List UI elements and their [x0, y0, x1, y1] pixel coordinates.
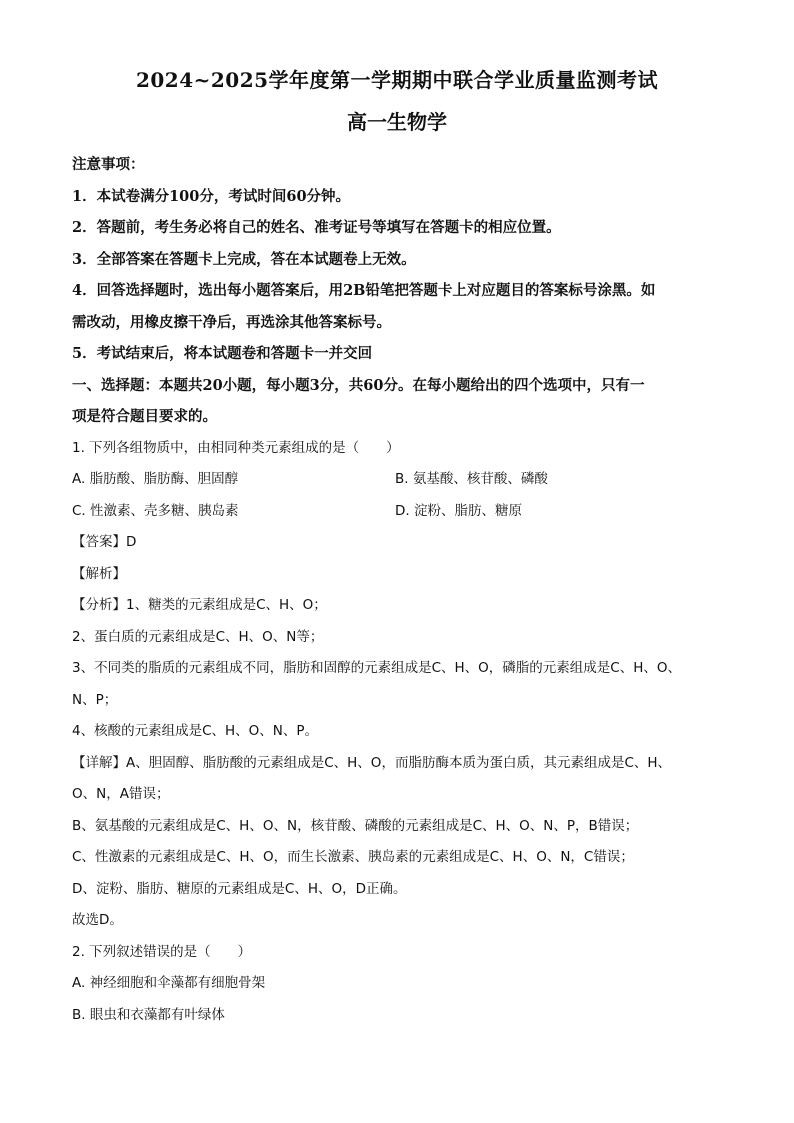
- question-1-options-row: [72, 464, 722, 496]
- analysis-line: 【分析】1、糖类的元素组成是C、H、O；: [72, 597, 327, 613]
- analysis-line: C、性激素的元素组成是C、H、O，而生长激素、胰岛素的元素组成是C、H、O、N，C错误；: [72, 849, 634, 865]
- analysis-line: 3、不同类的脂质的元素组成不同，脂肪和固醇的元素组成是C、H、O，磷脂的元素组成是C、H、O、: [72, 660, 681, 676]
- analysis-label: 【解析】: [72, 565, 126, 582]
- exam-subject: 高一生物学: [347, 110, 447, 134]
- option-d: D. 淀粉、脂肪、糖原: [395, 502, 522, 519]
- notice-item: 2．答题前，考生务必将自己的姓名、准考证号等填写在答题卡的相应位置。: [72, 219, 561, 236]
- question-2-stem: 2. 下列叙述错误的是（ ）: [72, 943, 252, 960]
- notice-item: 3．全部答案在答题卡上完成，答在本试题卷上无效。: [72, 250, 416, 268]
- notice-item: 1．本试卷满分100分，考试时间60分钟。: [72, 187, 351, 205]
- analysis-line: N、P；: [72, 691, 118, 708]
- section-heading: 一、选择题：本题共20小题，每小题3分，共60分。在每小题给出的四个选项中，只有一: [72, 376, 645, 394]
- analysis-line: 2、蛋白质的元素组成是C、H、O、N等；: [72, 628, 324, 645]
- exam-title: 2024~2025学年度第一学期期中联合学业质量监测考试: [135, 68, 659, 92]
- answer-line: 【答案】D: [72, 534, 137, 550]
- option-a: A. 神经细胞和伞藻都有细胞骨架: [72, 975, 266, 991]
- notice-item: 需改动，用橡皮擦干净后，再选涂其他答案标号。: [72, 313, 391, 331]
- analysis-line: D、淀粉、脂肪、糖原的元素组成是C、H、O，D正确。: [72, 880, 407, 897]
- notice-heading: 注意事项：: [72, 156, 145, 173]
- analysis-line: 4、核酸的元素组成是C、H、O、N、P。: [72, 723, 319, 739]
- analysis-line: 故选D。: [72, 912, 123, 928]
- analysis-line: 【详解】A、胆固醇、脂肪酸的元素组成是C、H、O，而脂肪酶本质为蛋白质，其元素组成是C、H、: [72, 754, 672, 771]
- section-heading: 项是符合题目要求的。: [72, 408, 217, 425]
- question-1-options-row: [72, 496, 722, 528]
- question-1-stem: 1. 下列各组物质中，由相同种类元素组成的是（ ）: [72, 439, 400, 456]
- analysis-line: B、氨基酸的元素组成是C、H、O、N，核苷酸、磷酸的元素组成是C、H、O、N、P，B错误；: [72, 817, 639, 834]
- option-b: B. 眼虫和衣藻都有叶绿体: [72, 1006, 225, 1023]
- option-c: C. 性激素、壳多糖、胰岛素: [72, 502, 239, 519]
- option-b: B. 氨基酸、核苷酸、磷酸: [395, 471, 548, 487]
- option-a: A. 脂肪酸、脂肪酶、胆固醇: [72, 471, 239, 487]
- analysis-line: O、N，A错误；: [72, 786, 170, 802]
- notice-item: 5．考试结束后，将本试题卷和答题卡一并交回: [72, 345, 373, 362]
- notice-item: 4．回答选择题时，选出每小题答案后，用2B铅笔把答题卡上对应题目的答案标号涂黑。如: [72, 282, 656, 299]
